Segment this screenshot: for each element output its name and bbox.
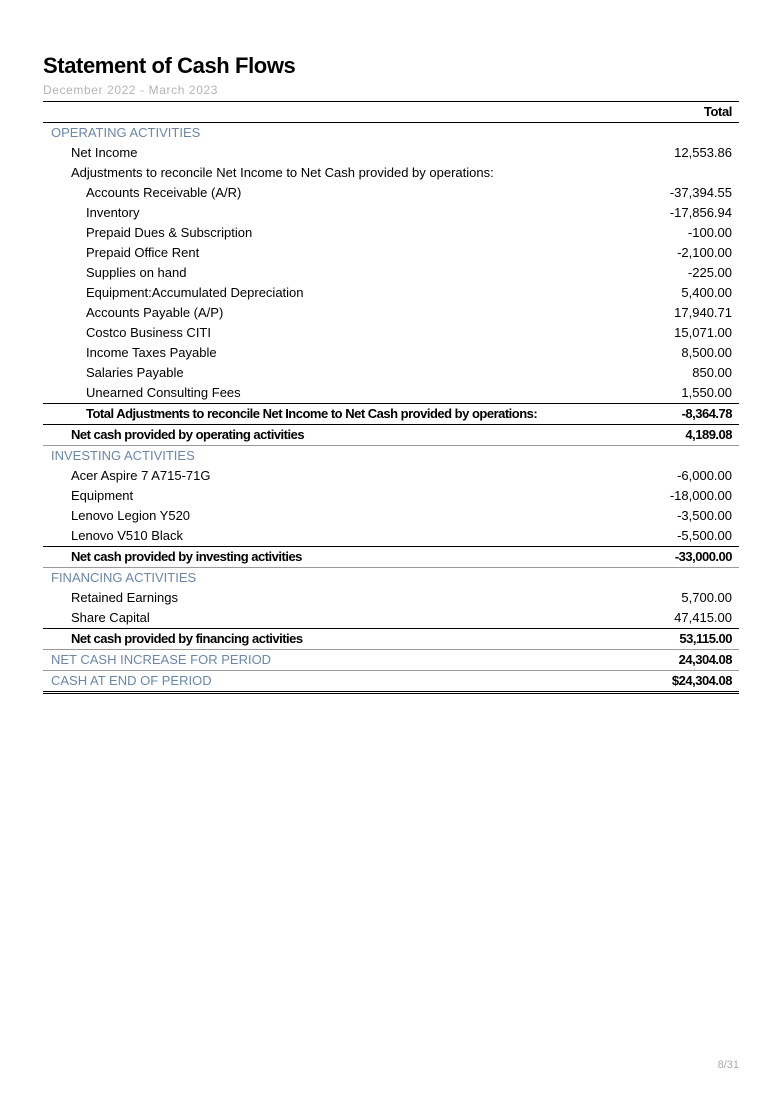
total-adjustments-row: [43, 404, 739, 425]
table-row: [43, 608, 739, 629]
net-cash-increase-row: [43, 650, 739, 671]
column-header-total: Total: [552, 102, 739, 123]
section-heading-investing: [43, 446, 739, 467]
table-row: [43, 203, 739, 223]
net-cash-operating-row: [43, 425, 739, 446]
row-label: Net cash provided by financing activities: [43, 629, 552, 650]
table-row: [43, 343, 739, 363]
row-value: 1,550.00: [681, 385, 732, 400]
row-value: 850.00: [692, 365, 732, 380]
row-label: NET CASH INCREASE FOR PERIOD: [43, 650, 552, 671]
row-label: Adjustments to reconcile Net Income to Net Cash provided by operations:: [71, 165, 494, 180]
row-value: 12,553.86: [674, 145, 732, 160]
row-label: Costco Business CITI: [86, 325, 211, 340]
report-period: December 2022 - March 2023: [43, 83, 219, 97]
header-spacer: [43, 102, 552, 123]
row-value: -37,394.55: [669, 185, 732, 200]
row-label: Salaries Payable: [86, 365, 184, 380]
row-label: Lenovo Legion Y520: [71, 508, 191, 523]
table-row: [43, 223, 739, 243]
row-value: 4,189.08: [552, 425, 739, 446]
table-header-row: [43, 102, 739, 123]
row-value: -17,856.94: [669, 205, 732, 220]
row-label: Net cash provided by investing activities: [43, 547, 552, 568]
page-number: 8/31: [717, 1059, 739, 1071]
section-heading-label: FINANCING ACTIVITIES: [43, 568, 552, 589]
table-row: [43, 588, 739, 608]
row-label: Unearned Consulting Fees: [86, 385, 241, 400]
table-row: [43, 303, 739, 323]
row-label: Accounts Receivable (A/R): [86, 185, 242, 200]
row-label: Equipment:Accumulated Depreciation: [86, 285, 304, 300]
row-value: $24,304.08: [552, 671, 739, 693]
cash-flow-table: [43, 101, 739, 694]
row-label: Inventory: [86, 205, 140, 220]
table-row: [43, 383, 739, 404]
table-row: [43, 183, 739, 203]
row-value: 17,940.71: [674, 305, 732, 320]
row-label: Prepaid Dues & Subscription: [86, 225, 253, 240]
row-value: -225.00: [687, 265, 732, 280]
table-row: [43, 486, 739, 506]
row-value: -33,000.00: [552, 547, 739, 568]
row-label: Income Taxes Payable: [86, 345, 217, 360]
row-label: Equipment: [71, 488, 134, 503]
row-label: Supplies on hand: [86, 265, 187, 280]
row-value: -100.00: [687, 225, 732, 240]
row-value: -3,500.00: [677, 508, 732, 523]
row-label: Acer Aspire 7 A715-71G: [71, 468, 211, 483]
section-heading-operating: [43, 123, 739, 144]
row-label: Total Adjustments to reconcile Net Income to Net Cash provided by operations:: [43, 404, 552, 425]
table-row: [43, 323, 739, 343]
cash-end-row: [43, 671, 739, 693]
report-title: Statement of Cash Flows: [43, 53, 296, 78]
row-label: Share Capital: [71, 610, 150, 625]
row-value: 15,071.00: [674, 325, 732, 340]
net-cash-investing-row: [43, 547, 739, 568]
row-label: Net cash provided by operating activities: [43, 425, 552, 446]
row-label: CASH AT END OF PERIOD: [43, 671, 552, 693]
row-value: -2,100.00: [677, 245, 732, 260]
row-value: -5,500.00: [677, 528, 732, 543]
section-heading-label: OPERATING ACTIVITIES: [51, 125, 201, 140]
row-value: 8,500.00: [681, 345, 732, 360]
row-label: Accounts Payable (A/P): [86, 305, 224, 320]
row-value: 53,115.00: [552, 629, 739, 650]
table-row: [43, 283, 739, 303]
table-row: [43, 363, 739, 383]
table-row: [43, 506, 739, 526]
row-value: -6,000.00: [677, 468, 732, 483]
row-value: -18,000.00: [669, 488, 732, 503]
table-row: [43, 143, 739, 163]
table-row: [43, 466, 739, 486]
net-cash-financing-row: [43, 629, 739, 650]
row-value: 5,700.00: [681, 590, 732, 605]
section-heading-financing: [43, 568, 739, 589]
table-row: [43, 243, 739, 263]
row-value: 47,415.00: [674, 610, 732, 625]
row-label: Net Income: [71, 145, 138, 160]
row-value: 24,304.08: [552, 650, 739, 671]
row-value: -8,364.78: [552, 404, 739, 425]
row-value: 5,400.00: [681, 285, 732, 300]
table-row: [43, 263, 739, 283]
table-row: [43, 526, 739, 547]
row-label: Prepaid Office Rent: [86, 245, 200, 260]
section-heading-label: INVESTING ACTIVITIES: [43, 446, 552, 467]
row-label: Lenovo V510 Black: [71, 528, 184, 543]
table-row: [43, 163, 739, 183]
row-label: Retained Earnings: [71, 590, 178, 605]
